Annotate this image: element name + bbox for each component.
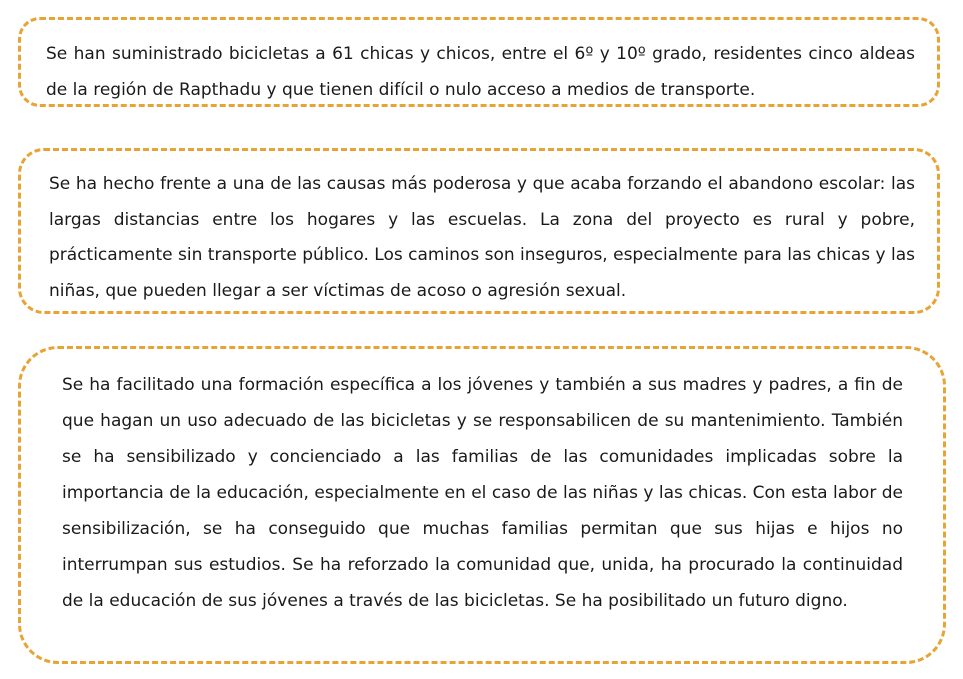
info-box-school-dropout-cause [18, 148, 940, 314]
info-box-text: Se han suministrado bicicletas a 61 chicas y chicos, entre el 6º y 10º grado, residentes cinco aldeas de la región de Rapthadu y que tienen difícil o nulo acceso a medios de transporte. [46, 44, 915, 100]
info-box-text: Se ha facilitado una formación específica a los jóvenes y también a sus madres y padres, a fin de que hagan un uso adecuado de las bicicletas y se responsabilicen de su mantenimiento. También se ha sensibilizado y concienciado a las familias de las comunidades implicadas sobre la importancia de la educación, especialmente en el caso de las niñas y las chicas. Con esta labor de sensibilización, se ha conseguido que muchas familias permitan que sus hijas e hijos no interrumpan sus estudios. Se ha reforzado la comunidad que, unida, ha procurado la continuidad de la educación de sus jóvenes a través de las bicicletas. Se ha posibilitado un futuro digno. [62, 375, 903, 611]
info-box-bicycles-delivered [18, 17, 940, 107]
info-box-training-awareness [18, 346, 946, 664]
info-box-text: Se ha hecho frente a una de las causas más poderosa y que acaba forzando el abandono escolar: las largas distancias entre los hogares y las escuelas. La zona del proyecto es rural y pobre, prácticamente sin transporte público. Los caminos son inseguros, especialmente para las chicas y las niñas, que pueden llegar a ser víctimas de acoso o agresión sexual. [49, 174, 915, 301]
